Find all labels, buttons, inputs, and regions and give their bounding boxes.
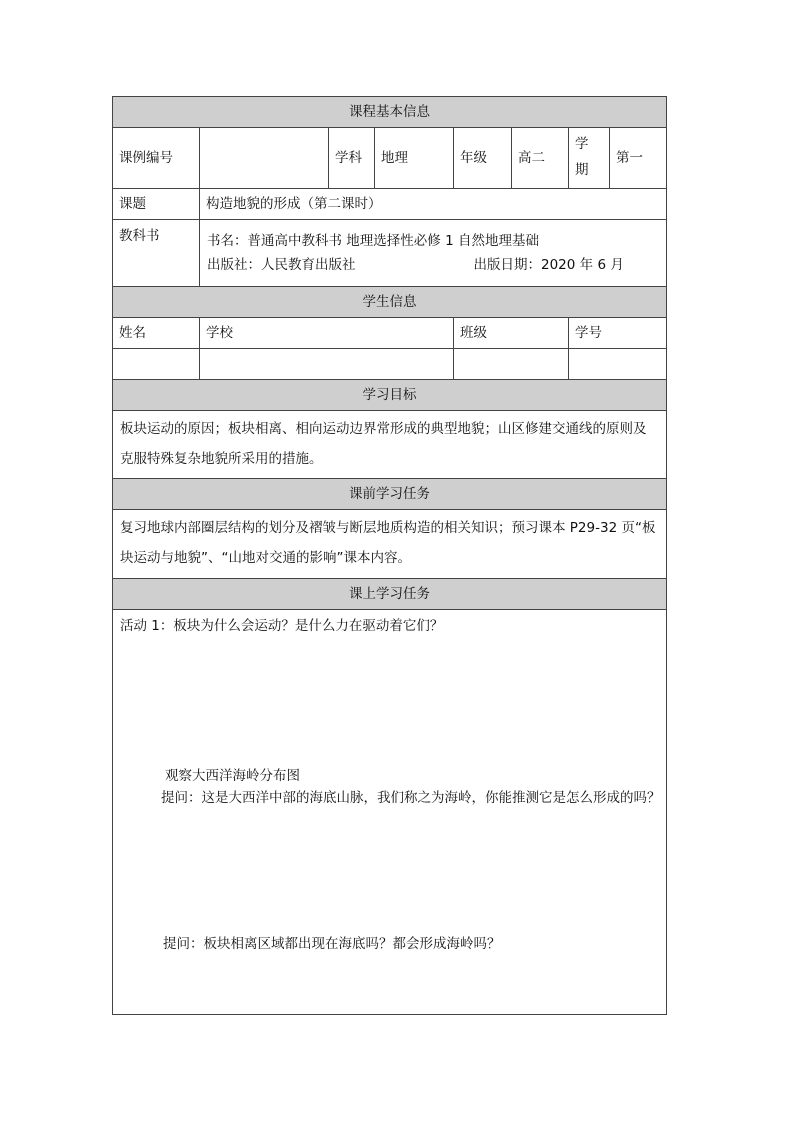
class-task-row — [113, 609, 667, 1014]
case-no-value — [200, 128, 329, 189]
student-info-header: 学生信息 — [113, 287, 667, 318]
term-label-line-2: 期 — [575, 162, 589, 178]
class-task-body — [113, 609, 667, 1014]
topic-row — [113, 189, 667, 220]
question-2: 提问：板块相离区域都出现在海底吗？都会形成海岭吗？ — [163, 935, 501, 952]
school-field[interactable] — [200, 349, 454, 380]
student-id-field[interactable] — [569, 349, 667, 380]
textbook-info — [200, 220, 667, 287]
subject-label: 学科 — [329, 128, 375, 189]
lesson-sheet — [112, 96, 666, 1015]
case-no-label: 课例编号 — [113, 128, 200, 189]
textbook-pub-date: 出版日期：2020 年 6 月 — [473, 257, 624, 273]
class-task-header: 课上学习任务 — [113, 578, 667, 609]
activity-1-title: 活动 1：板块为什么会运动？是什么力在驱动着它们？ — [120, 617, 444, 634]
question-1: 提问：这是大西洋中部的海底山脉，我们称之为海岭，你能推测它是怎么形成的吗？ — [161, 789, 661, 806]
pre-task-header-row — [113, 479, 667, 510]
term-value: 第一 — [610, 128, 667, 189]
goals-header-row — [113, 380, 667, 411]
class-label: 班级 — [454, 318, 569, 349]
grade-value: 高二 — [512, 128, 569, 189]
pre-task-header: 课前学习任务 — [113, 479, 667, 510]
class-task-header-row — [113, 578, 667, 609]
student-info-header-row — [113, 287, 667, 318]
textbook-row — [113, 220, 667, 287]
basic-info-header-row — [113, 97, 667, 128]
topic-value: 构造地貌的形成（第二课时） — [200, 189, 667, 220]
textbook-publisher: 出版社：人民教育出版社 — [207, 257, 356, 273]
term-label-line-1: 学 — [575, 136, 589, 153]
lesson-info-table — [112, 96, 667, 1015]
name-label: 姓名 — [113, 318, 200, 349]
subject-value: 地理 — [375, 128, 454, 189]
topic-label: 课题 — [113, 189, 200, 220]
case-meta-row — [113, 128, 667, 189]
student-values-row — [113, 349, 667, 380]
pre-task-row — [113, 510, 667, 578]
basic-info-header: 课程基本信息 — [113, 97, 667, 128]
goals-text: 板块运动的原因；板块相离、相向运动边界常形成的典型地貌；山区修建交通线的原则及克服特殊复杂地貌所采用的措施。 — [113, 411, 667, 479]
student-id-label: 学号 — [569, 318, 667, 349]
term-label — [569, 128, 610, 189]
textbook-name: 书名：普通高中教科书 地理选择性必修 1 自然地理基础 — [207, 232, 539, 249]
name-field[interactable] — [113, 349, 200, 380]
textbook-label: 教科书 — [113, 220, 200, 287]
observe-map-prompt: 观察大西洋海岭分布图 — [165, 767, 300, 784]
class-field[interactable] — [454, 349, 569, 380]
grade-label: 年级 — [454, 128, 512, 189]
student-labels-row — [113, 318, 667, 349]
pre-task-text: 复习地球内部圈层结构的划分及褶皱与断层地质构造的相关知识；预习课本 P29-32 页“板块运动与地貌”、“山地对交通的影响”课本内容。 — [113, 510, 667, 578]
school-label: 学校 — [200, 318, 454, 349]
goals-row — [113, 411, 667, 479]
goals-header: 学习目标 — [113, 380, 667, 411]
